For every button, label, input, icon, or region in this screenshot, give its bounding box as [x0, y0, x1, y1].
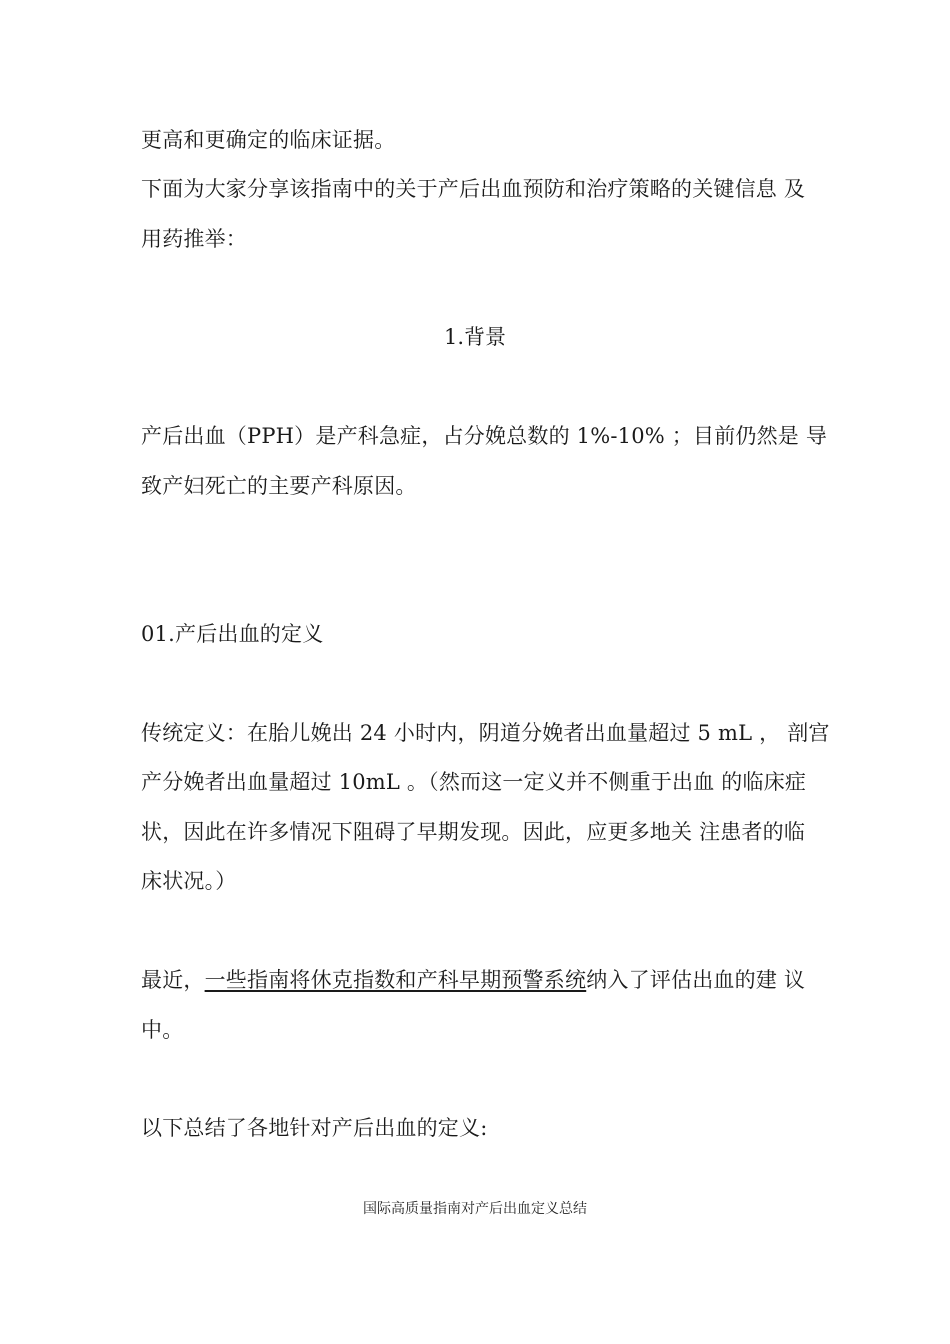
traditional-definition-line-4: 床状况。） — [141, 869, 237, 893]
intro-line-3: 用药推举： — [141, 227, 247, 251]
intro-line-1: 更高和更确定的临床证据。 — [141, 128, 396, 152]
underlined-phrase: 一些指南将休克指数和产科早期预警系统 — [204, 968, 587, 992]
table-caption: 国际高质量指南对产后出血定义总结 — [363, 1201, 587, 1217]
recent-prefix: 最近， — [141, 968, 205, 992]
recent-guidelines-line-1 — [141, 965, 805, 995]
background-line-1: 产后出血（PPH）是产科急症，占分娩总数的 1%-10% ；目前仍然是 导 — [141, 424, 828, 448]
section-heading-background: 1.背景 — [443, 325, 507, 349]
summary-intro: 以下总结了各地针对产后出血的定义: — [141, 1116, 488, 1140]
background-line-2: 致产妇死亡的主要产科原因。 — [141, 474, 417, 498]
traditional-definition-line-3: 状，因此在许多情况下阻碍了早期发现。因此，应更多地关 注患者的临 — [141, 820, 806, 844]
recent-guidelines-line-2: 中。 — [141, 1018, 184, 1042]
traditional-definition-line-2: 产分娩者出血量超过 10mL 。（然而这一定义并不侧重于出血 的临床症 — [141, 770, 807, 794]
traditional-definition-line-1: 传统定义：在胎儿娩出 24 小时内，阴道分娩者出血量超过 5 mL ， 剖宫 — [141, 721, 830, 745]
intro-line-2: 下面为大家分享该指南中的关于产后出血预防和治疗策略的关键信息 及 — [141, 177, 806, 201]
recent-suffix: 纳入了评估出血的建 议 — [586, 968, 806, 992]
subsection-heading-definition: 01.产后出血的定义 — [141, 622, 324, 646]
